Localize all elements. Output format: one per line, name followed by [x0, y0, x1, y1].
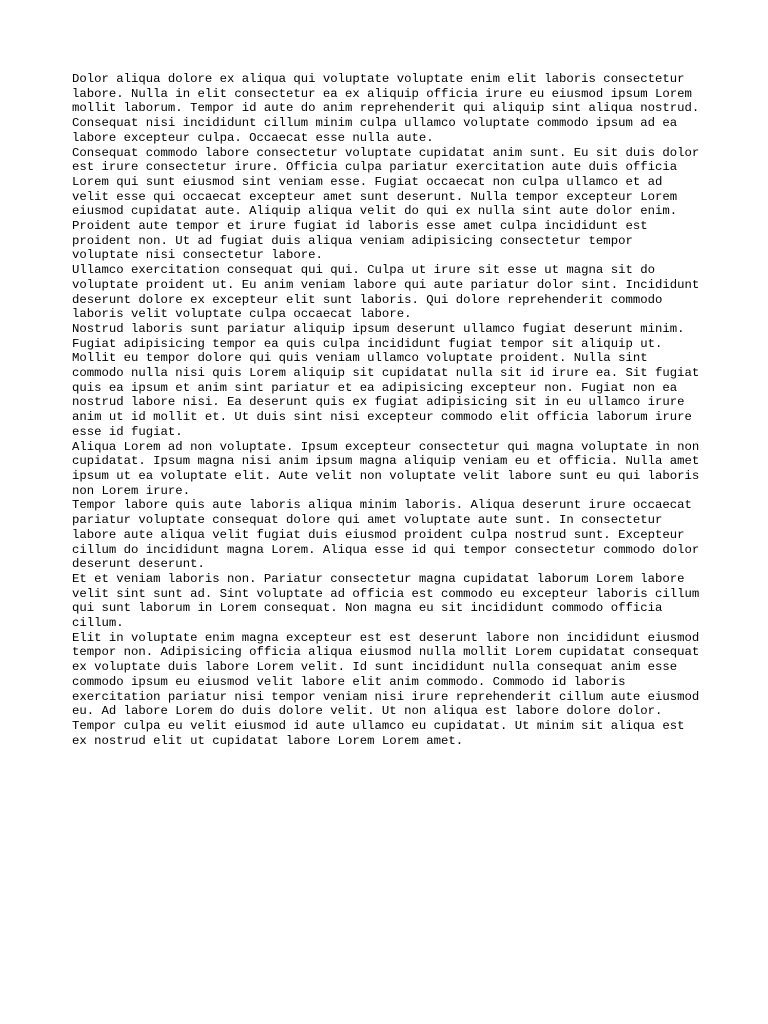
paragraph-5: Aliqua Lorem ad non voluptate. Ipsum excepteur consectetur qui magna voluptate in non cupidatat. Ipsum magna nisi anim ipsum magna aliquip veniam eu et officia. Nulla amet ipsum ut ea voluptate elit. Aute velit non voluptate velit labore sunt eu qui laboris non Lorem irure.: [72, 439, 700, 498]
paragraph-2: Consequat commodo labore consectetur voluptate cupidatat anim sunt. Eu sit duis dolor est irure consectetur irure. Officia culpa pariatur exercitation aute duis officia Lorem qui sunt eiusmod sint veniam esse. Fugiat occaecat non culpa ullamco et ad velit esse qui occaecat excepteur amet sunt deserunt. Nulla tempor excepteur Lorem eiusmod cupidatat aute. Aliquip aliqua velit do qui ex nulla sint aute dolor enim. Proident aute tempor et irure fugiat id laboris esse amet culpa incididunt est proident non. Ut ad fugiat duis aliqua veniam adipisicing consectetur tempor voluptate nisi consectetur labore.: [72, 145, 700, 263]
paragraph-8: Elit in voluptate enim magna excepteur est est deserunt labore non incididunt eiusmod tempor non. Adipisicing officia aliqua eiusmod nulla mollit Lorem cupidatat consequat ex voluptate duis labore Lorem velit. Id sunt incididunt nulla consequat anim esse commodo ipsum eu eiusmod velit labore elit anim commodo. Commodo id laboris exercitation pariatur nisi tempor veniam nisi irure reprehenderit cillum aute eiusmod eu. Ad labore Lorem do duis dolore velit. Ut non aliqua est labore dolore dolor. Tempor culpa eu velit eiusmod id aute ullamco eu cupidatat. Ut minim sit aliqua est ex nostrud elit ut cupidatat labore Lorem Lorem amet.: [72, 630, 700, 748]
paragraph-1: Dolor aliqua dolore ex aliqua qui voluptate voluptate enim elit laboris consectetur labore. Nulla in elit consectetur ea ex aliquip officia irure eu eiusmod ipsum Lorem mollit laborum. Tempor id aute do anim reprehenderit qui aliquip sint aliqua nostrud. Consequat nisi incididunt cillum minim culpa ullamco voluptate commodo ipsum ad ea labore excepteur culpa. Occaecat esse nulla aute.: [72, 72, 700, 145]
paragraph-6: Tempor labore quis aute laboris aliqua minim laboris. Aliqua deserunt irure occaecat pariatur voluptate consequat dolore qui amet voluptate aute sunt. In consectetur labore aute aliqua velit fugiat duis eiusmod proident culpa nostrud sunt. Excepteur cillum do incididunt magna Lorem. Aliqua esse id qui tempor consectetur commodo dolor deserunt deserunt.: [72, 498, 700, 572]
paragraph-7: Et et veniam laboris non. Pariatur consectetur magna cupidatat laborum Lorem labore velit sint sunt ad. Sint voluptate ad officia est commodo eu excepteur laboris cillum qui sunt laborum in Lorem consequat. Non magna eu sit incididunt commodo officia cillum.: [72, 571, 700, 631]
document-body: [72, 72, 702, 748]
paragraph-4: Nostrud laboris sunt pariatur aliquip ipsum deserunt ullamco fugiat deserunt minim. Fugiat adipisicing tempor ea quis culpa incididunt fugiat tempor sit aliquip ut. Mollit eu tempor dolore qui quis veniam ullamco voluptate proident. Nulla sint commodo nulla nisi quis Lorem aliquip sit cupidatat nulla sit id irure ea. Sit fugiat quis ea ipsum et anim sint pariatur et ea adipisicing excepteur non. Fugiat non ea nostrud labore nisi. Ea deserunt quis ex fugiat adipisicing sit in eu ullamco irure anim ut id mollit et. Ut duis sint nisi excepteur commodo elit officia laborum irure esse id fugiat.: [72, 321, 700, 439]
paragraph-3: Ullamco exercitation consequat qui qui. Culpa ut irure sit esse ut magna sit do voluptate proident ut. Eu anim veniam labore qui aute pariatur dolor sint. Incididunt deserunt dolore ex excepteur elit sunt laboris. Qui dolore reprehenderit commodo laboris velit voluptate culpa occaecat labore.: [72, 263, 700, 322]
